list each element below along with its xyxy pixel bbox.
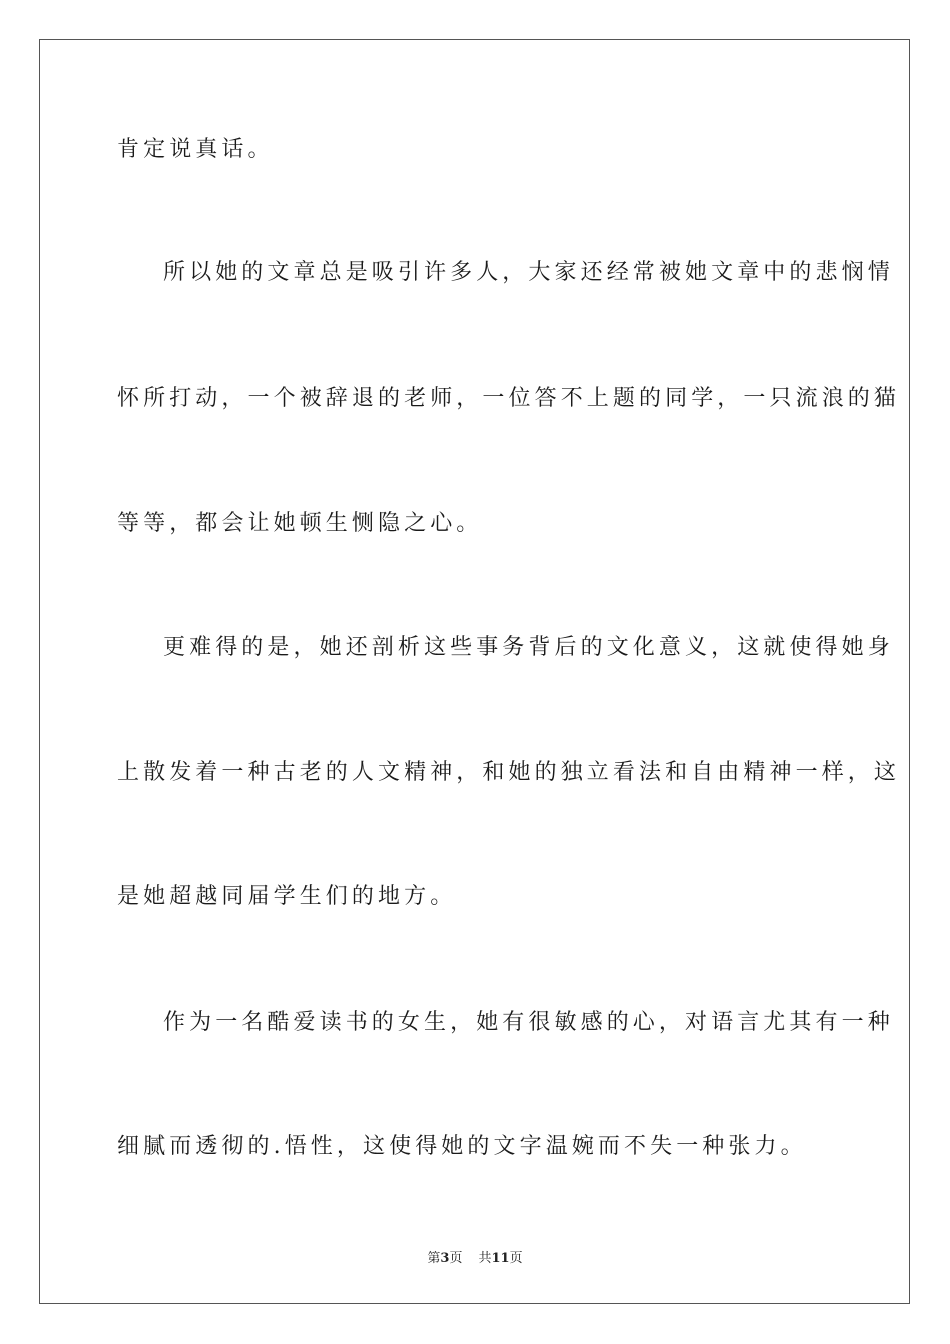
text-line-9: 细腻而透彻的.悟性，这使得她的文字温婉而不失一种张力。 [117, 1134, 807, 1159]
footer-page-suffix: 页 [449, 1251, 463, 1266]
footer-total-suffix: 页 [509, 1251, 523, 1266]
text-line-2: 所以她的文章总是吸引许多人，大家还经常被她文章中的悲悯情 [163, 260, 894, 285]
text-line-8: 作为一名酷爱读书的女生，她有很敏感的心，对语言尤其有一种 [163, 1010, 894, 1035]
text-line-6: 上散发着一种古老的人文精神，和她的独立看法和自由精神一样，这 [117, 760, 901, 785]
footer-page-prefix: 第 [427, 1251, 441, 1266]
text-line-3: 怀所打动，一个被辞退的老师，一位答不上题的同学，一只流浪的猫 [117, 386, 901, 411]
footer-total-number: 11 [491, 1251, 510, 1266]
text-line-4: 等等，都会让她顿生恻隐之心。 [117, 511, 483, 536]
footer-total-prefix: 共 [478, 1251, 492, 1266]
page-footer [0, 1247, 950, 1266]
page-border [39, 39, 910, 1304]
text-line-1: 肯定说真话。 [117, 137, 274, 162]
text-line-7: 是她超越同届学生们的地方。 [117, 884, 457, 909]
footer-page-number: 3 [440, 1251, 450, 1266]
text-line-5: 更难得的是，她还剖析这些事务背后的文化意义，这就使得她身 [163, 635, 894, 660]
